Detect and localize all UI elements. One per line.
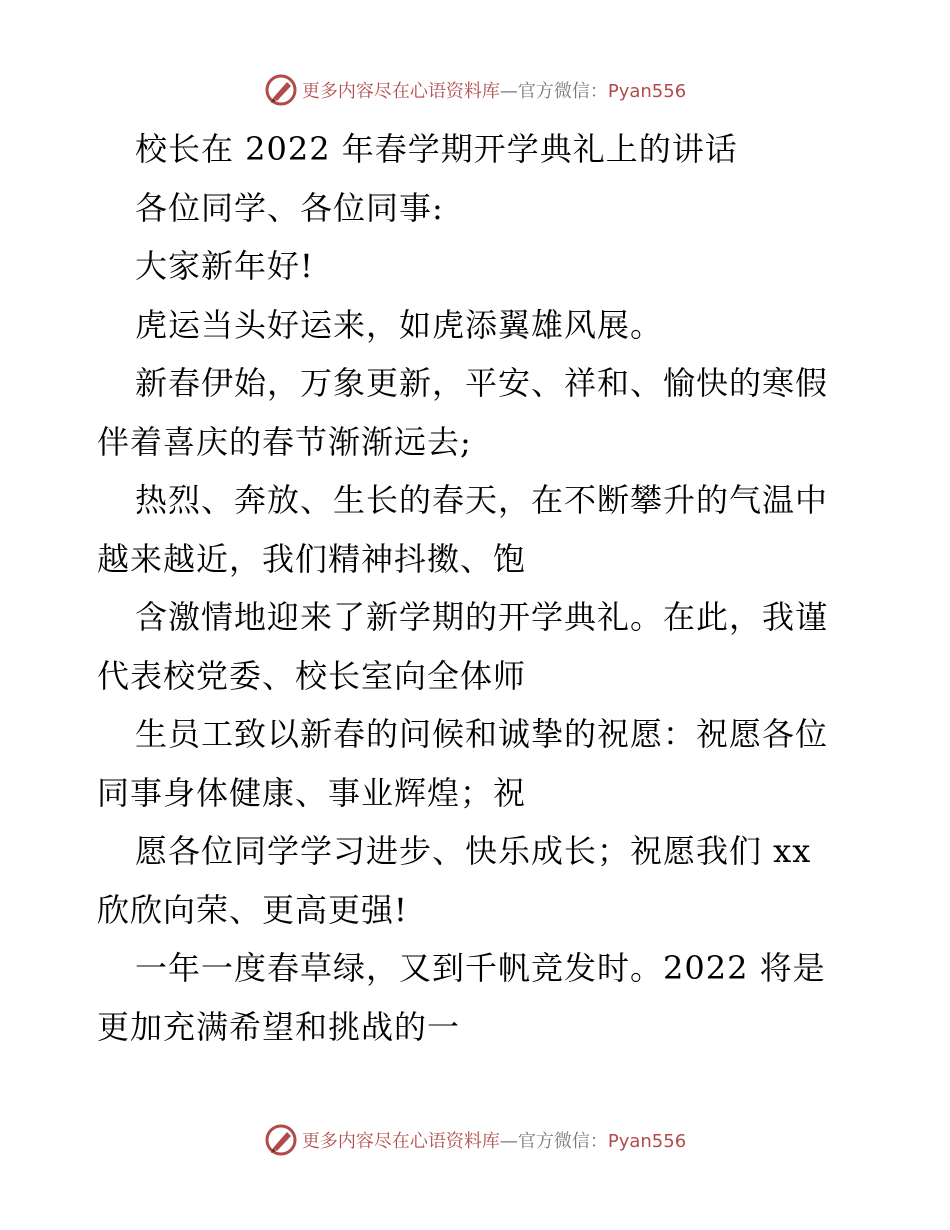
text-line: 愿各位同学学习进步、快乐成长；祝愿我们 xx — [135, 832, 812, 870]
text-line: 热烈、奔放、生长的春天，在不断攀升的气温中 — [135, 481, 829, 519]
watermark-wechat-label: 官方微信： — [517, 81, 608, 102]
watermark-main: 更多内容尽在心语资料库 — [301, 1131, 500, 1152]
pen-logo-icon — [264, 73, 298, 107]
text-line: 新春伊始，万象更新，平安、祥和、愉快的寒假 — [135, 364, 829, 402]
watermark-wechat-id: Pyan556 — [607, 81, 687, 102]
watermark-wechat-label: 官方微信： — [517, 1131, 608, 1152]
text-line: 大家新年好! — [135, 247, 314, 285]
header-watermark — [0, 70, 950, 110]
pen-logo-icon — [264, 1123, 298, 1157]
document-body — [97, 120, 857, 1056]
text-line: 越来越近，我们精神抖擞、饱 — [97, 539, 527, 578]
text-line: 虎运当头好运来，如虎添翼雄风展。 — [135, 305, 664, 344]
text-line: 含激情地迎来了新学期的开学典礼。在此，我谨 — [135, 598, 829, 636]
watermark-text — [302, 1127, 686, 1153]
text-line: 伴着喜庆的春节渐渐远去; — [97, 422, 472, 461]
text-line: 各位同学、各位同事: — [135, 188, 444, 227]
text-line: 代表校党委、校长室向全体师 — [97, 656, 527, 695]
text-line: 同事身体健康、事业辉煌；祝 — [97, 773, 527, 812]
text-line: 生员工致以新春的问候和诚挚的祝愿：祝愿各位 — [135, 715, 829, 753]
text-line: 一年一度春草绿，又到千帆竞发时。2022 将是 — [135, 949, 826, 987]
watermark-text — [302, 77, 686, 103]
watermark-wechat-id: Pyan556 — [607, 1131, 687, 1152]
watermark-main: 更多内容尽在心语资料库 — [301, 81, 500, 102]
footer-watermark — [0, 1120, 950, 1160]
watermark-dash: — — [499, 81, 518, 102]
text-line: 校长在 2022 年春学期开学典礼上的讲话 — [135, 130, 738, 168]
text-line: 欣欣向荣、更高更强! — [97, 890, 408, 929]
watermark-dash: — — [499, 1131, 518, 1152]
text-line: 更加充满希望和挑战的一 — [97, 1007, 461, 1046]
